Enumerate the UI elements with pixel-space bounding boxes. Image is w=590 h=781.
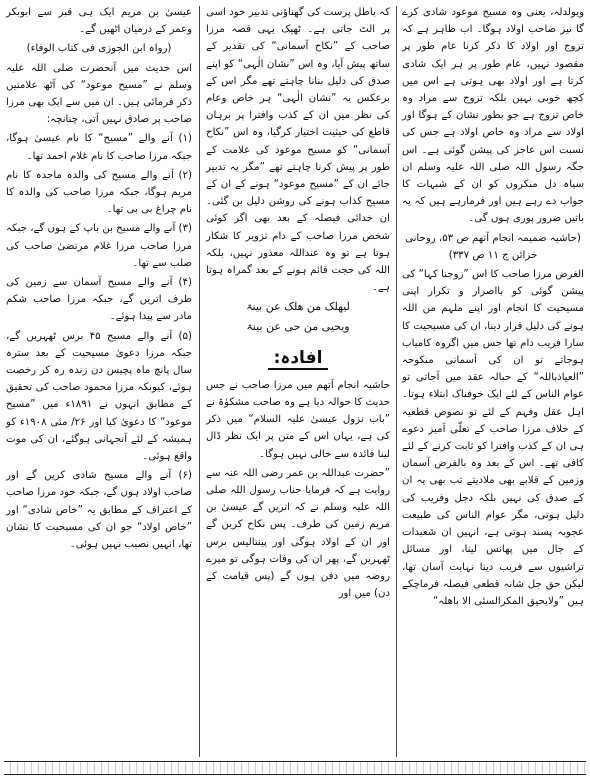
- paragraph: الغرض مرزا صاحب کا اس ”زوجنا کہا“ کی پیشن گوئی کو بااصرار و تکرار اپنی مسیحیت کا انجام اور اپنے ملہم من اللہ ہونے کی دلیل قرار دینا، ان کی مسیحیت کا سارا فریب دام تھا جس میں اگروہ کامیاب ہوجاتے تو ان کی آسمانی منکوحہ ”العیاذباللہ“ کے حبالہ عقد میں آجاتی تو عوام الناس کے لئے ایک خوفناک ابتلاء ہوتا۔ اہل عقل وفہم کے لئے تو نصوص قطعیہ کے خلاف مرزا صاحب کے تعلّی آمیز دعوے ہی ان کے کذب وافترا کو ثابت کرنے کے لئے کافی تھے۔ اس کے بعد وہ بالفرض آسمان وزمین کے قلابے بھی ملادیتے تب بھی یہ ان کے صدق کی نہیں بلکہ دجل وفریب کی دلیل ہوتی، مگر عوام الناس کی طبیعت عجوبہ پسند ہوتی ہے، انہیں ان شعبدات کے جال میں پھانس لینا، اور مسائل تراشیوں سے فریب دینا نہایت آسان تھا، لیکن حق جل شانہ قطعی فیصلہ فرماچکے ہیں ”ولایحیق المکرالسئی الا باھلہ“: [402, 269, 584, 607]
- section-heading: [206, 345, 390, 371]
- list-item: (۵) آنے والے مسیح ۴۵ برس ٹھہریں گے، جبکہ مرزا دعویٰ مسیحیت کے بعد سترہ سال پانچ ماہ پچیس دن زندہ رہ کر رخصت ہوئے، کیونکہ مرزا محمود صاحب کی تحقیق کے مطابق انہوں نے ۱۸۹۱ء میں ”مسیح موعود“ کا دعویٰ کیا اور ۲۶/ مئی ۱۹۰۸ء کو ہمیشہ کے لئے آنجہانی ہوگئے، ان کی موت واقع ہوئی۔: [6, 330, 192, 463]
- decorative-border: [4, 761, 586, 775]
- paragraph: کہ باطل پرست کی گھناؤنی تدبیر خود اسی پر الٹ جاتی ہے۔ ٹھیک یہی قصہ مرزا صاحب کے ”نکاح آسمانی“ کی تقدیر کے ساتھ پیش آیا، وہ اس ”نشان الٰہی“ کو اپنے صدق کی دلیل بنانا چاہتے تھے مگر اس کے برعکس یہ ”نشان الٰہی“ ہر خاص وعام کی نظر میں ان کے کذب وافترا پر برہان قاطع کی حیثیت اختیار کرگیا، وہ اس ”نکاح آسمانی“ کو مسیح موعود کی علامت کے طور پر پیش کرنا چاہتے تھے ”مگر یہ تدبیر جائے ان کے ”مسیح موعود“ ہونے کے ان کے مسیح کذاب ہونے کی روشن دلیل بن گئی۔ ان خدائی فیصلہ کے بعد بھی اگر کوئی شخص مرزا صاحب کے دام تزویر کا شکار ہوتا ہے تو وہ عنداللہ معذور نہیں، بلکہ اللہ کی حجت قائم ہونے کے بعد گمراہ ہوتا ہے۔: [206, 7, 390, 294]
- arabic-quote-line: لیھلک من ھلک عن بینۃ: [246, 300, 350, 314]
- citation: (حاشیہ ضمیمہ انجام آتھم ص ۵۳، روحانی خزائن ج ۱۱ ص ۳۳۷): [405, 232, 581, 261]
- list-item: (۱) آنے والے ”مسیح“ کا نام عیسیٰ ہوگا، جبکہ مرزا صاحب کا نام غلام احمد تھا۔: [6, 133, 192, 162]
- left-column: [2, 4, 196, 759]
- section-heading-text: افادہ:: [268, 348, 329, 370]
- list-item: (۶) آنے والے مسیح شادی کریں گے اور صاحب اولاد ہوں گے، جبکہ خود مرزا صاحب کے اعتراف کے مطابق یہ ”خاص شادی“ اور ”خاص اولاد“ جو ان کی مسیحیت کا نشان تھا، انہیں نصیب نہیں ہوئی۔: [6, 470, 192, 551]
- column-divider: [199, 6, 200, 757]
- list-item: (۳) آنے والے مسیح بن باپ کے ہوں گے، جبکہ مرزا صاحب مرزا غلام مرتضیٰ صاحب کی صلب سے تھا۔: [6, 223, 192, 269]
- right-column: [398, 4, 588, 759]
- paragraph: حاشیہ انجام آتھم میں مرزا صاحب نے جس حدیث کا حوالہ دیا ہے وہ صاحب مشکوٰۃ نے ”باب نزول عیسیٰ علیہ السلام“ میں ذکر کی ہے، یہاں اس کے متن پر ایک نظر ڈال لینا فائدہ سے خالی نہیں ہوگا۔: [206, 379, 390, 460]
- column-divider: [396, 6, 397, 757]
- paragraph: عیسیٰ بن مریم ایک ہی قبر سے ابوبکر وعمر کے درمیان اٹھیں گے۔: [6, 7, 192, 36]
- list-item: (۴) آنے والے مسیح آسمان سے زمین کی طرف اتریں گے، جبکہ مرزا صاحب شکم مادر سے پیدا ہوئے۔: [6, 277, 192, 323]
- citation: (رواہ ابن الجوزی فی کتاب الوفاء): [26, 43, 172, 55]
- hadith-quote: ”حضرت عبداللہ بن عمر رضی اللہ عنہ سے روایت ہے کہ فرمایا جناب رسول اللہ صلی اللہ علیہ وسلم نے کہ اتریں گے عیسیٰ بن مریم زمین کی طرف۔ پس نکاح کریں گے اور ان کے اولاد ہوگی اور پینتالیس برس ٹھہریں گے، پھر ان کی وفات ہوگی تو میرے روضہ میں دفن ہوں گے (پس قیامت کے دن) میں اور: [206, 467, 390, 600]
- middle-column: [202, 4, 394, 759]
- paragraph: ویولدلہ، یعنی وہ مسیح موعود شادی کرے گا نیز صاحب اولاد ہوگا۔ اب ظاہر ہے کہ تزوج اور اولاد کا ذکر کرنا عام طور پر مقصود نہیں، عام طور پر ہر ایک شادی کرتا ہے اور اولاد بھی ہوتی ہے اس میں کچھ خوبی نہیں بلکہ تزوج سے مراد وہ خاص تزوج ہے جو بطور نشان کے ہوگا اور اولاد سے مراد وہ خاص اولاد ہے جس کی نسبت اس عاجز کی پیشن گوئی ہے۔ اس جگہ رسول اللہ صلی اللہ علیہ وسلم ان سیاہ دل منکروں کو ان کے شبہات کا جواب دے رہے ہیں اور فرمارہے ہیں کہ یہ باتیں ضرور پوری ہوں گی۔: [402, 7, 584, 225]
- list-item: (۲) آنے والے مسیح کی والدہ ماجدہ کا نام مریم ہوگا، جبکہ مرزا صاحب کی والدہ کا نام چراغ بی بی تھا۔: [6, 169, 192, 216]
- arabic-quote-line: ویحیی من حی عن بینۃ: [246, 319, 350, 333]
- paragraph: اس حدیث میں آنحضرت صلی اللہ علیہ وسلم نے ”مسیح موعود“ کی آٹھ علامتیں ذکر فرمائی ہیں۔ ان میں سے ایک بھی مرزا صاحب پر صادق نہیں آتی، چنانچہ:: [6, 62, 192, 126]
